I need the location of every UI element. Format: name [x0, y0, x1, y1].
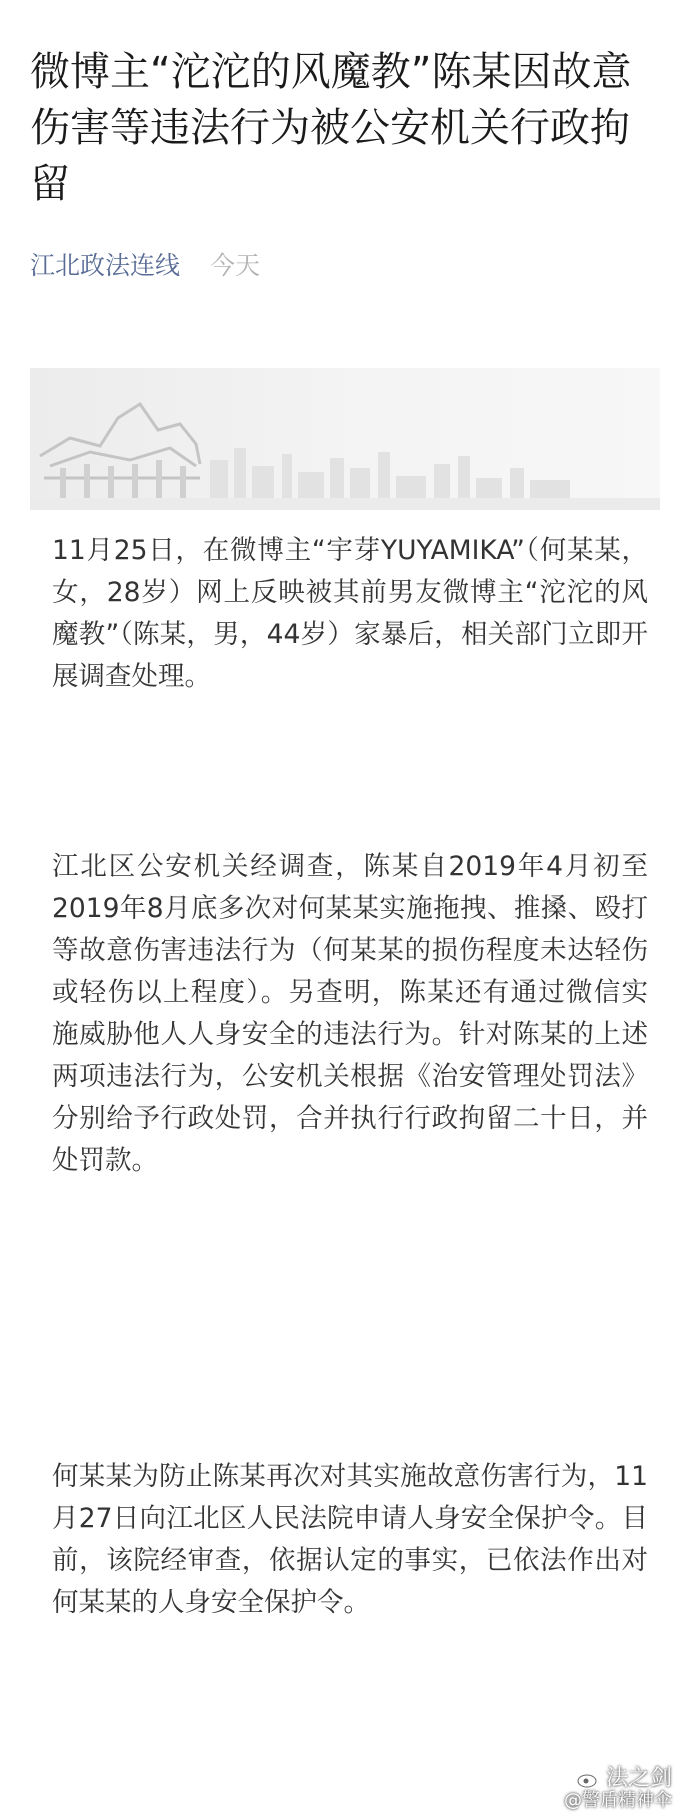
- paragraph-1: 11月25日，在微博主“宇芽YUYAMIKA”（何某某，女，28岁）网上反映被其前男友微博主“沱沱的风魔教”（陈某，男，44岁）家暴后，相关部门立即开展调查处理。: [52, 535, 648, 692]
- skyline-illustration-icon: [30, 368, 660, 510]
- weibo-watermark: [564, 1768, 672, 1812]
- weibo-logo-icon: [576, 1769, 602, 1789]
- article-meta: [30, 246, 260, 286]
- watermark-handle: @警盾精神伞: [564, 1790, 672, 1811]
- source-account-link[interactable]: 江北政法连线: [30, 251, 181, 280]
- publish-date: 今天: [209, 251, 260, 280]
- header-banner-image: [30, 368, 660, 510]
- paragraph-3: 何某某为防止陈某再次对其实施故意伤害行为，11月27日向江北区人民法院申请人身安全保护令。目前，该院经审查，依据认定的事实，已依法作出对何某某的人身安全保护令。: [52, 1461, 648, 1618]
- watermark-title: 法之剑: [605, 1766, 672, 1791]
- article-title: 微博主“沱沱的风魔教”陈某因故意伤害等违法行为被公安机关行政拘留: [30, 49, 632, 207]
- paragraph-2: 江北区公安机关经调查，陈某自2019年4月初至2019年8月底多次对何某某实施拖拽、推搡、殴打等故意伤害违法行为（何某某的损伤程度未达轻伤或轻伤以上程度）。另查明，陈某还有通过微信实施威胁他人人身安全的违法行为。针对陈某的上述两项违法行为，公安机关根据《治安管理处罚法》分别给予行政处罚，合并执行行政拘留二十日，并处罚款。: [52, 851, 648, 1176]
